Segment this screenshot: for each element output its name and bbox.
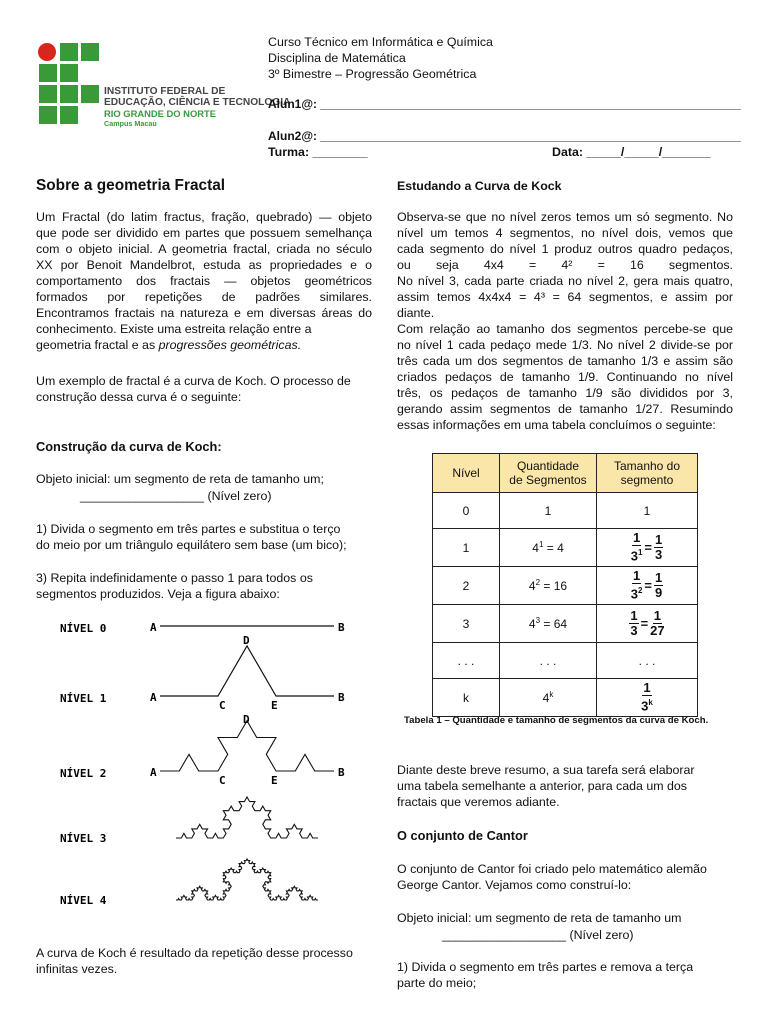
- level-0-label: NÍVEL 0: [60, 622, 107, 635]
- logo-red-circle: [38, 43, 56, 61]
- table-row: [433, 605, 698, 643]
- size-cell: $\frac{1}{3^2}$ = $\frac{1}{9}$: [597, 567, 698, 605]
- table-row: [433, 493, 698, 529]
- text-line: três, os pedaços de tamanho 1/9 são divididos por 3,: [397, 386, 733, 400]
- text-line: conhecimento. Existe uma estreita relação entre a: [36, 322, 312, 336]
- count-cell: . . .: [500, 643, 597, 679]
- construction-title: Construção da curva de Koch:: [36, 439, 222, 454]
- logo-line-4: Campus Macau: [104, 119, 157, 128]
- count-cell: 1: [500, 493, 597, 529]
- text-line: comportamento dos fractais — objetos geométricos: [36, 274, 372, 288]
- size-cell: . . .: [597, 643, 698, 679]
- header-count: Quantidade de Segmentos: [500, 454, 597, 493]
- text-line: 1) Divida o segmento em três partes e substitua o terço: [36, 522, 341, 536]
- text-line: do meio por um triângulo equilátero sem base (um bico);: [36, 538, 347, 552]
- level-4-curve: [176, 859, 318, 900]
- koch-lvl3-line: [176, 797, 318, 838]
- level-2-label: NÍVEL 2: [60, 767, 107, 780]
- size-cell: $\frac{1}{3^1}$ = $\frac{1}{3}$: [597, 529, 698, 567]
- logo-line-3: RIO GRANDE DO NORTE: [104, 108, 216, 119]
- course-name: Curso Técnico em Informática e Química: [268, 35, 493, 49]
- cantor-intro-paragraph: [397, 861, 737, 893]
- text-line: O conjunto de Cantor foi criado pelo matemático alemão: [397, 862, 707, 876]
- count-cell: $4^2 = 16$: [500, 567, 597, 605]
- step3-paragraph: [36, 570, 376, 602]
- text-line: três cada um dos segmentos de tamanho 1/3 e assim são: [397, 354, 733, 368]
- intro-italic-text: progressões geométricas.: [158, 338, 302, 352]
- level-2-curve: [160, 721, 334, 771]
- text-line: parte do meio;: [397, 976, 477, 990]
- level-cell: k: [433, 679, 500, 717]
- cantor-title: O conjunto de Cantor: [397, 828, 528, 843]
- text-line: infinitas vezes.: [36, 962, 118, 976]
- intro-last-text: geometria fractal e as: [36, 338, 159, 352]
- point-b-label: B: [338, 766, 345, 779]
- cantor-step1-paragraph: [397, 959, 737, 991]
- size-cell: $\frac{1}{3}$ = $\frac{1}{27}$: [597, 605, 698, 643]
- fractal-intro-paragraph: [36, 209, 372, 353]
- level-1-curve: [160, 646, 334, 696]
- logo-squares-graphic: [36, 42, 102, 134]
- student2-field[interactable]: Alun2@: _______________________________________________________________: [268, 129, 741, 143]
- text-line: 1) Divida o segmento em três partes e remova a terça: [397, 960, 694, 974]
- koch-conclusion-paragraph: [36, 945, 376, 977]
- text-line: Um exemplo de fractal é a curva de Koch. O processo de: [36, 374, 351, 388]
- logo-line-2: EDUCAÇÃO, CIÊNCIA E TECNOLOGIA: [104, 97, 291, 108]
- text-line: assim temos 4x4x4 = 4³ = 64 segmentos, e assim por: [397, 290, 733, 304]
- count-cell: 4$^k$: [500, 679, 597, 717]
- point-a-label: A: [150, 766, 157, 779]
- point-d-label: D: [243, 634, 250, 647]
- level-cell: 2: [433, 567, 500, 605]
- text-line: ou seja 4x4 = 4² = 16 segmentos.: [397, 258, 733, 272]
- koch-example-paragraph: [36, 373, 372, 405]
- text-line: 3) Repita indefinidamente o passo 1 para todos os: [36, 571, 313, 585]
- initial-object-text: Objeto inicial: um segmento de reta de tamanho um;: [36, 472, 324, 486]
- text-line: no nível 1 cada pedaço mede 1/3. No nível 2 divide-se por: [397, 338, 733, 352]
- point-c-label: C: [219, 699, 226, 712]
- point-b-label: B: [338, 621, 345, 634]
- text-line: essas informações em uma tabela concluímos o seguinte:: [397, 418, 716, 432]
- level-4-label: NÍVEL 4: [60, 894, 107, 907]
- date-field[interactable]: Data: _____/_____/_______: [552, 145, 711, 159]
- text-line: uma tabela semelhante a anterior, para cada um dos: [397, 779, 687, 793]
- text-line: construção dessa curva é o seguinte:: [36, 390, 242, 404]
- level-1-label: NÍVEL 1: [60, 692, 107, 705]
- table-row: [433, 679, 698, 717]
- text-line: A curva de Koch é resultado da repetição desse processo: [36, 946, 353, 960]
- point-e-label: E: [271, 774, 278, 787]
- text-line: No nível 3, cada parte criada no nível 2, gera mais quatro,: [397, 274, 733, 288]
- step1-paragraph: [36, 521, 376, 553]
- text-line: fractais que veremos adiante.: [397, 795, 560, 809]
- text-line: Um Fractal (do latim fractus, fração, quebrado) — objeto: [36, 210, 372, 224]
- point-a-label: A: [150, 621, 157, 634]
- koch-study-paragraph: [397, 209, 733, 433]
- count-cell: $4^1 = 4$: [500, 529, 597, 567]
- level-3-label: NÍVEL 3: [60, 832, 107, 845]
- table-row: [433, 643, 698, 679]
- document-header: [268, 34, 728, 82]
- fractal-section-title: [36, 177, 225, 195]
- table-row: [433, 567, 698, 605]
- point-a-label: A: [150, 691, 157, 704]
- text-line: com o objeto inicial. A geometria fractal, criada no século: [36, 242, 372, 256]
- table-row: [433, 529, 698, 567]
- koch-lvl2-line: [160, 721, 334, 771]
- fractal-title-text: Sobre a geometria Fractal: [36, 177, 226, 194]
- koch-curve-figure: [56, 612, 356, 914]
- text-line: George Cantor. Vejamos como construí-lo:: [397, 878, 632, 892]
- student1-field[interactable]: Alun1@: _______________________________________________________________: [268, 97, 741, 111]
- point-c-label: C: [219, 774, 226, 787]
- task-paragraph: [397, 762, 737, 810]
- text-line: diante.: [397, 306, 435, 320]
- size-cell: $\frac{1}{3^k}$: [597, 679, 698, 717]
- text-line: segmentos produzidos. Veja a figura abaixo:: [36, 587, 280, 601]
- point-e-label: E: [271, 699, 278, 712]
- koch-study-title: Estudando a Curva de Kock: [397, 179, 562, 193]
- logo-line-1: INSTITUTO FEDERAL DE: [104, 86, 226, 97]
- text-line: criados pedaços de tamanho 1/9. Continuando no nível: [397, 370, 733, 384]
- table-caption: Tabela 1 – Quantidade e tamanho de segmentos da curva de Koch.: [404, 715, 709, 726]
- institution-logo: [36, 42, 291, 134]
- koch-table-wrapper: [432, 453, 698, 717]
- discipline-name: Disciplina de Matemática: [268, 51, 406, 65]
- koch-lvl4-line: [176, 859, 318, 900]
- header-size: Tamanho do segmento: [597, 454, 698, 493]
- text-line: gerando assim segmentos de tamanho 1/27. Resumindo: [397, 402, 733, 416]
- point-b-label: B: [338, 691, 345, 704]
- text-line: XX por Benoit Mandelbrot, estuda as propriedades e o: [36, 258, 372, 272]
- text-line: Com relação ao tamanho dos segmentos percebe-se que: [397, 322, 733, 336]
- cantor-initial-text: Objeto inicial: um segmento de reta de tamanho um: [397, 911, 682, 925]
- level-cell: 1: [433, 529, 500, 567]
- level-cell: 3: [433, 605, 500, 643]
- text-line: formados por repetições de padrões similares.: [36, 290, 372, 304]
- text-line: cada segmento do nível 1 produz outros quadro pedaços,: [397, 242, 733, 256]
- text-line: Encontramos fractais na natureza e em diversas áreas do: [36, 306, 372, 320]
- text-line: Diante deste breve resumo, a sua tarefa será elaborar: [397, 763, 695, 777]
- cantor-initial-blank[interactable]: __________________ (Nível zero): [442, 928, 634, 942]
- initial-object-blank[interactable]: __________________ (Nível zero): [80, 489, 272, 503]
- text-line: que pode ser dividido em partes que possuem semelhança: [36, 226, 372, 240]
- point-d-label: D: [243, 713, 250, 726]
- text-line: nível um temos 4 segmentos, no nível dois, vemos que: [397, 226, 733, 240]
- table-header-row: [433, 454, 698, 493]
- koch-table: [432, 453, 698, 717]
- text-line: Observa-se que no nível zeros temos um só segmento. No: [397, 210, 733, 224]
- class-field[interactable]: Turma: ________: [268, 145, 368, 159]
- level-cell: . . .: [433, 643, 500, 679]
- level-cell: 0: [433, 493, 500, 529]
- size-cell: 1: [597, 493, 698, 529]
- count-cell: $4^3 = 64$: [500, 605, 597, 643]
- header-level: Nível: [433, 454, 500, 493]
- text-line: [36, 337, 372, 353]
- bimester-topic: 3º Bimestre – Progressão Geométrica: [268, 67, 477, 81]
- level-3-curve: [176, 797, 318, 838]
